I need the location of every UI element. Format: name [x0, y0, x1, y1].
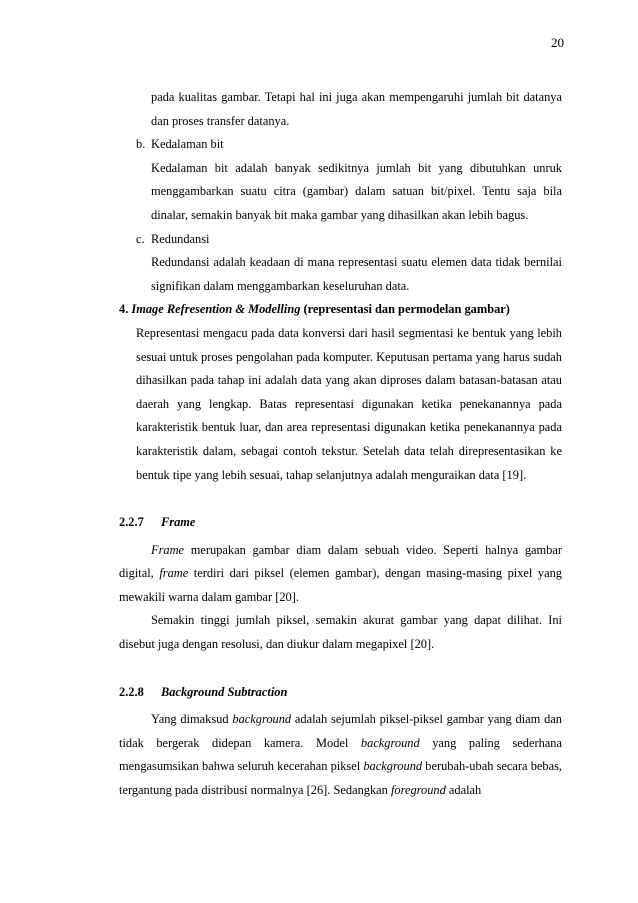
item-c-body: Redundansi adalah keadaan di mana representasi suatu elemen data tidak bernilai signifikan dalam menggambarkan keseluruhan data. — [151, 255, 562, 293]
item-b-title: Kedalaman bit — [151, 137, 224, 152]
section-228-heading — [119, 681, 562, 705]
page-content — [119, 86, 562, 803]
page-number: 20 — [551, 35, 564, 50]
section-227-paragraph-1 — [119, 539, 562, 610]
item-b-body: Kedalaman bit adalah banyak sedikitnya jumlah bit yang dibutuhkan unruk menggambarkan suatu citra (gambar) dalam satuan bit/pixel. Tentu saja bila dinalar, semakin banyak bit maka gambar yang dihasilkan akan lebih bagus. — [151, 160, 562, 222]
section-228-title: Background Subtraction — [161, 684, 288, 699]
item-4-title-italic: Image Refresention & Modelling — [131, 302, 301, 317]
item-4-title-rest: (representasi dan permodelan gambar) — [303, 302, 510, 317]
text-run: terdiri dari piksel (elemen gambar), dengan masing-masing pixel yang mewakili warna dalam gambar [20]. — [119, 566, 562, 604]
text-run: adalah sejumlah piksel-piksel gambar yang diam dan tidak bergerak didepan kamera. Model — [119, 712, 562, 750]
item-4-heading — [119, 298, 562, 322]
section-227-paragraph-2: Semakin tinggi jumlah piksel, semakin akurat gambar yang dapat dilihat. Ini disebut juga dengan resolusi, dan diukur dalam megapixel [20]. — [119, 613, 562, 652]
item-4-body: Representasi mengacu pada data konversi dari hasil segmentasi ke bentuk yang lebih sesuai untuk proses pengolahan pada komputer. Keputusan pertama yang harus sudah dihasilkan pada tahap ini adalah data yang akan diproses dalam batasan-batasan atau daerah yang lengkap. Batas representasi digunakan ketika penekanannya pada karakteristik bentuk luar, dan area representasi digunakan ketika penekanannya pada karakteristik dalam, sebagai contoh tekstur. Setelah data telah direpresentasikan ke bentuk tipe yang lebih sesuai, tahap selanjutnya adalah menguraikan data [19]. — [136, 325, 562, 482]
item-c-title: Redundansi — [151, 231, 210, 246]
background-term: background — [360, 735, 420, 750]
frame-term: frame — [159, 566, 189, 581]
text-run: Yang dimaksud — [151, 712, 233, 727]
item-b-heading — [136, 133, 562, 157]
section-227-number: 2.2.7 — [119, 515, 144, 530]
frame-term: Frame — [151, 542, 185, 557]
item-c-letter: c. — [136, 231, 145, 246]
text-run: berubah-ubah secara bebas, tergantung pada distribusi normalnya [26]. Sedangkan — [119, 759, 563, 798]
item-c-heading — [136, 228, 562, 252]
intro-paragraph: pada kualitas gambar. Tetapi hal ini juga akan mempengaruhi jumlah bit datanya dan proses transfer datanya. — [151, 90, 562, 128]
text-run: yang paling sederhana mengasumsikan bahwa seluruh kecerahan piksel — [119, 735, 562, 774]
section-227-title: Frame — [161, 515, 196, 530]
text-run: merupakan gambar diam dalam sebuah video. Seperti halnya gambar digital, — [119, 542, 562, 581]
item-4-number: 4. — [119, 302, 129, 317]
section-228-paragraph-1 — [119, 708, 562, 802]
section-228-number: 2.2.8 — [119, 684, 144, 699]
background-term: background — [363, 759, 423, 774]
background-term: background — [232, 712, 292, 727]
section-227-heading — [119, 511, 562, 535]
item-b-letter: b. — [136, 137, 146, 152]
foreground-term: foreground — [390, 783, 446, 798]
text-run: adalah — [445, 783, 482, 798]
